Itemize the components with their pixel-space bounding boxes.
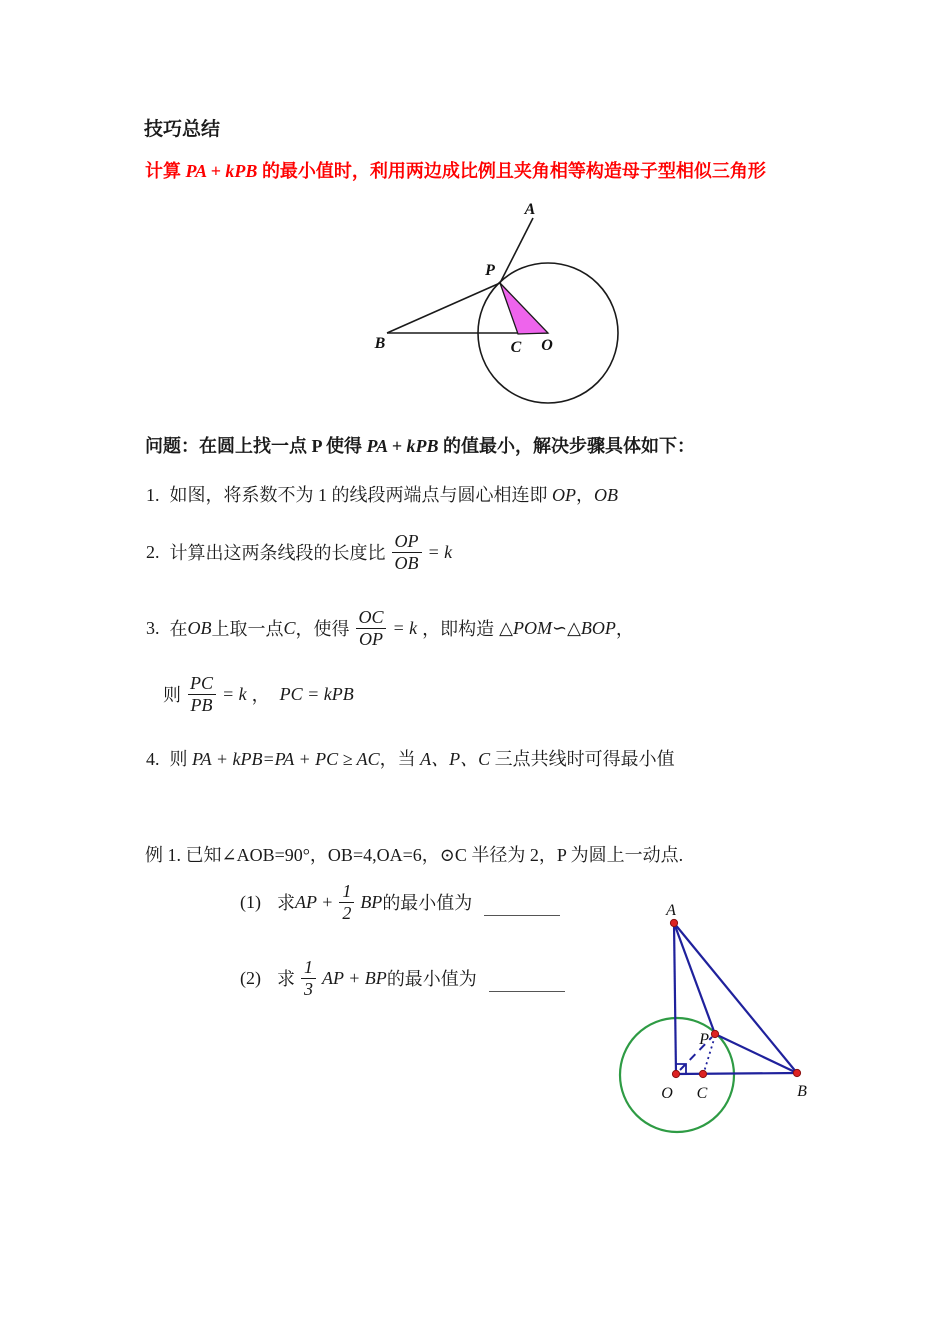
question-2	[240, 953, 565, 1003]
step-3-text-2: 上取一点	[211, 619, 284, 639]
figure2-lines	[674, 923, 797, 1074]
pc-equals-kpb: PC = kPB	[279, 683, 354, 704]
label-C: C	[510, 339, 522, 356]
question-1	[240, 877, 560, 927]
fraction-one-third	[301, 957, 316, 999]
label-A: A	[524, 201, 536, 218]
fraction-numerator: OC	[358, 606, 384, 627]
segment-OB	[676, 1073, 797, 1074]
example-1-statement	[145, 841, 683, 867]
label-A: A	[666, 902, 676, 919]
fraction-op-ob	[392, 531, 422, 573]
step-2	[146, 527, 452, 577]
label-B: B	[374, 335, 386, 352]
figure-example-triangle	[600, 893, 890, 1143]
step-3-math-ob: OB	[187, 617, 212, 638]
step-3-text-4: ，即构造	[422, 619, 495, 639]
answer-blank	[484, 897, 560, 916]
shaded-triangle-PCO	[500, 283, 548, 334]
note-text-post: 的最小值时，利用两边成比例且夹角相等构造母子型相似三角形	[257, 161, 766, 181]
fraction-oc-op	[356, 607, 387, 649]
label-O: O	[541, 337, 553, 354]
step-3-text-3: ，使得	[295, 619, 350, 639]
label-O: O	[661, 1085, 673, 1102]
problem-math: PA + kPB	[366, 436, 439, 456]
then-text: 则	[163, 685, 181, 705]
question-2-number: (2)	[240, 967, 261, 988]
segment-AB	[674, 923, 797, 1073]
fraction-numerator: 1	[304, 956, 313, 977]
fraction-one-half	[339, 881, 354, 923]
segment-AO	[674, 923, 676, 1074]
step-1-text: 如图，将系数不为 1 的线段两端点与圆心相连即	[169, 485, 552, 505]
comma: ，	[251, 685, 270, 705]
question-1-number: (1)	[240, 891, 261, 912]
step-3-similar-triangles: △POM∽△BOP	[499, 617, 616, 638]
problem-statement	[145, 432, 695, 458]
step-3-number: 3.	[146, 617, 160, 638]
step-1-number: 1.	[146, 485, 160, 505]
fraction-numerator: 1	[342, 880, 352, 901]
fraction-denominator: 3	[301, 978, 316, 1000]
step-1-math-ob: OB	[594, 485, 618, 505]
point-C	[699, 1070, 706, 1077]
answer-blank	[489, 973, 565, 992]
label-B: B	[797, 1083, 807, 1100]
step-4	[146, 745, 675, 771]
fraction-pc-pb	[187, 673, 216, 715]
fraction-numerator: PC	[190, 672, 214, 693]
equals-k: = k	[222, 683, 247, 704]
question-1-text-2: 的最小值为	[382, 893, 473, 913]
step-2-equals-k: = k	[427, 541, 453, 562]
question-2-text-1: 求	[277, 969, 295, 989]
point-O	[672, 1070, 679, 1077]
point-P	[711, 1030, 718, 1037]
question-2-math: AP + BP	[322, 967, 387, 988]
step-3-equals-k: = k	[392, 617, 418, 638]
step-3	[146, 603, 634, 653]
step-2-text: 计算出这两条线段的长度比	[169, 543, 386, 563]
point-B	[793, 1069, 800, 1076]
fraction-denominator: OB	[392, 552, 422, 574]
note-text-pre: 计算	[145, 161, 186, 181]
label-P: P	[485, 262, 495, 279]
question-1-text-1: 求	[277, 893, 295, 913]
segment-PB	[715, 1034, 797, 1073]
fraction-denominator: 2	[339, 902, 354, 924]
technique-note	[145, 157, 766, 183]
figure1-lines	[387, 218, 618, 403]
step-4-text-2: ，当	[379, 749, 421, 769]
step-3-text-1: 在	[169, 619, 188, 639]
step-1-math-op: OP	[552, 485, 576, 505]
question-1-math-bp: BP	[360, 891, 383, 912]
step-1	[146, 481, 618, 507]
step-3-text-5: ，	[615, 619, 634, 639]
label-P: P	[699, 1031, 709, 1048]
step-2-number: 2.	[146, 541, 160, 562]
question-2-text-2: 的最小值为	[386, 969, 477, 989]
step-4-inequality: PA + kPB=PA + PC ≥ AC	[192, 749, 380, 769]
step-1-comma: ，	[576, 485, 594, 505]
step-3-math-c: C	[283, 617, 296, 638]
step-4-text-1: 则	[169, 749, 192, 769]
step-4-text-3: 三点共线时可得最小值	[490, 749, 675, 769]
step-4-points: A、P、C	[420, 749, 491, 769]
fraction-numerator: OP	[394, 530, 419, 551]
example-1-label: 例 1.	[145, 845, 181, 865]
page-title: 技巧总结	[144, 119, 221, 140]
point-A	[670, 919, 677, 926]
label-C: C	[696, 1085, 708, 1102]
step-4-number: 4.	[146, 749, 160, 769]
segment-PA	[500, 218, 533, 283]
step-3-conclusion	[163, 669, 359, 719]
fraction-denominator: PB	[188, 694, 216, 716]
fraction-denominator: OP	[356, 628, 386, 650]
example-1-text: 已知∠AOB=90°，OB=4,OA=6，⊙C 半径为 2，P 为圆上一动点.	[181, 845, 684, 865]
figure-circle-construction	[368, 196, 632, 411]
note-math: PA + kPB	[185, 161, 258, 181]
problem-post: 的值最小，解决步骤具体如下：	[438, 436, 695, 456]
problem-pre: 问题：在圆上找一点 P 使得	[145, 436, 367, 456]
question-1-math-ap: AP +	[295, 891, 334, 912]
